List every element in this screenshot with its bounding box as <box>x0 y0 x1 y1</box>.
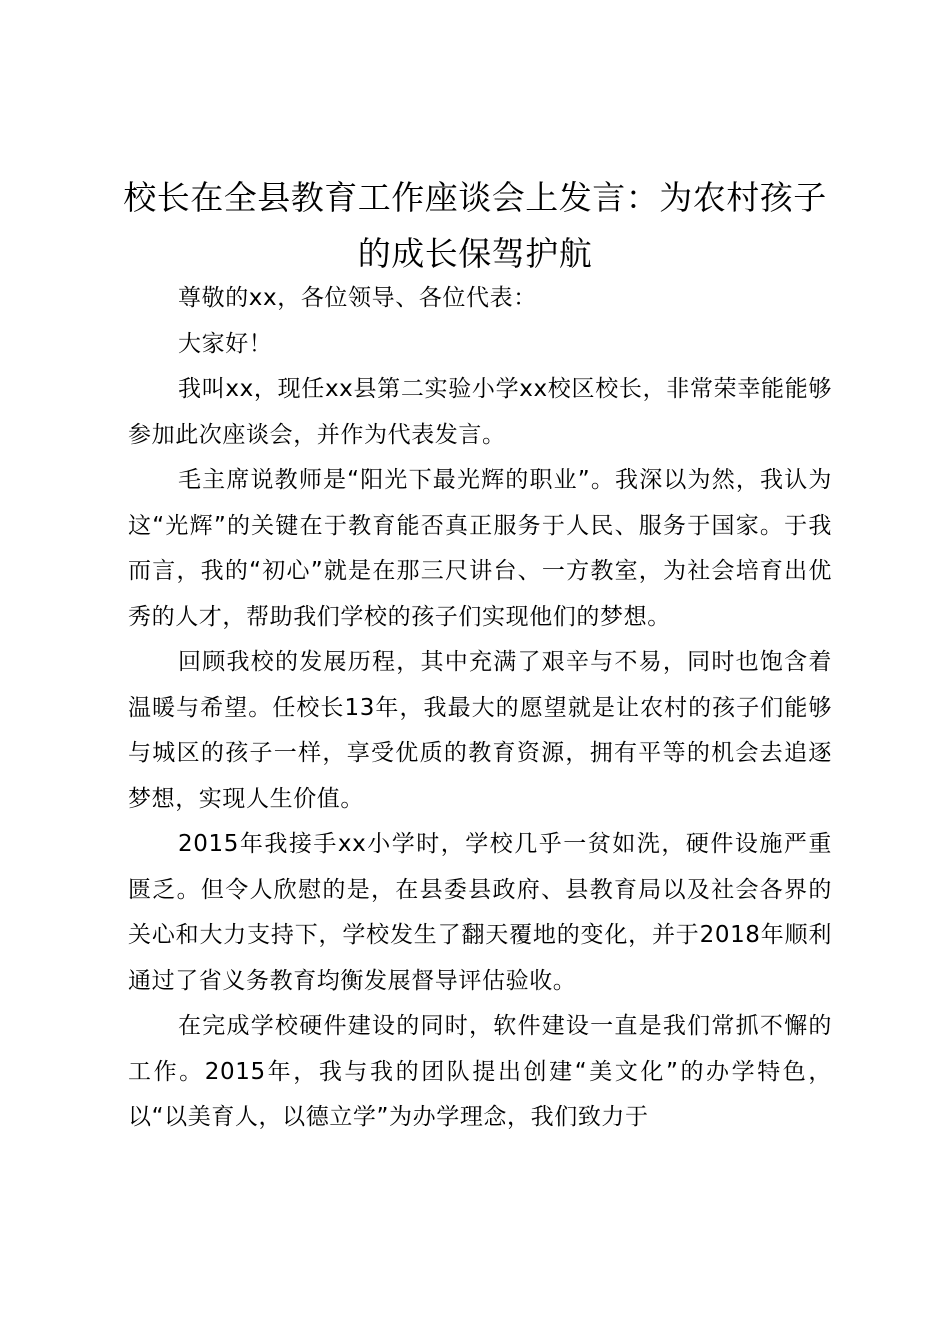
body-paragraph: 我叫xx，现任xx县第二实验小学xx校区校长，非常荣幸能能够参加此次座谈会，并作为代表发言。 <box>128 376 832 448</box>
body-paragraph: 毛主席说教师是“阳光下最光辉的职业”。我深以为然，我认为这“光辉”的关键在于教育能否真正服务于人民、服务于国家。于我而言，我的“初心”就是在那三尺讲台、一方教室，为社会培育出优秀的人才，帮助我们学校的孩子们实现他们的梦想。 <box>128 467 832 630</box>
document-body <box>128 276 832 1141</box>
body-paragraph: 回顾我校的发展历程，其中充满了艰辛与不易，同时也饱含着温暖与希望。任校长13年，我最大的愿望就是让农村的孩子们能够与城区的孩子一样，享受优质的教育资源，拥有平等的机会去追逐梦想，实现人生价值。 <box>128 649 832 812</box>
salutation-paragraph: 大家好！ <box>178 330 273 357</box>
body-paragraph: 2015年我接手xx小学时，学校几乎一贫如洗，硬件设施严重匮乏。但令人欣慰的是，在县委县政府、县教育局以及社会各界的关心和大力支持下，学校发生了翻天覆地的变化，并于2018年顺利通过了省义务教育均衡发展督导评估验收。 <box>128 831 832 994</box>
greeting-paragraph: 尊敬的xx，各位领导、各位代表： <box>178 285 537 311</box>
document-title: 校长在全县教育工作座谈会上发言：为农村孩子的成长保驾护航 <box>123 178 827 273</box>
body-paragraph: 在完成学校硬件建设的同时，软件建设一直是我们常抓不懈的工作。2015年，我与我的团队提出创建“美文化”的办学特色，以“以美育人，以德立学”为办学理念，我们致力于 <box>128 1013 832 1130</box>
